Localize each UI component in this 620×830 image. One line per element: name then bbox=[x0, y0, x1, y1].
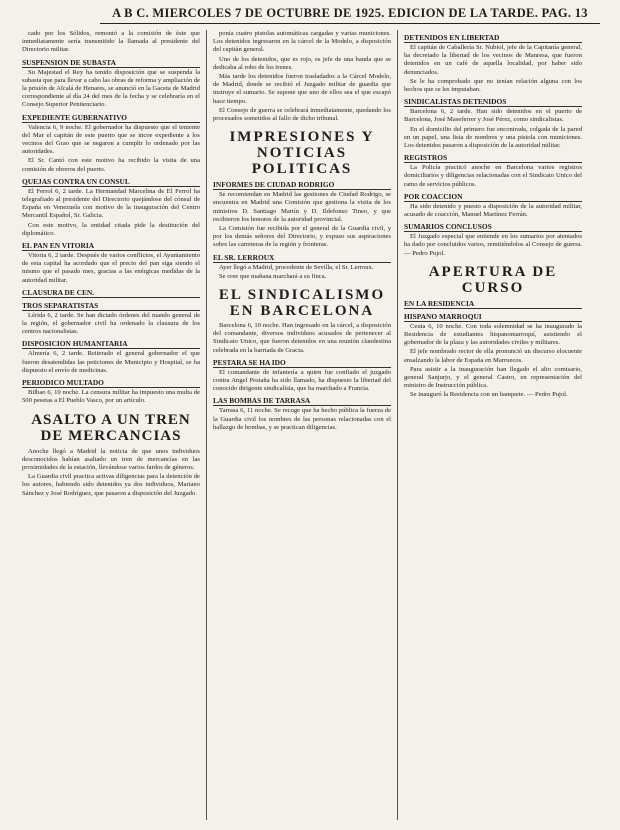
article-heading: APERTURA DE CURSO bbox=[428, 263, 558, 296]
article-paragraph: Se recomiendan en Madrid las gestiones de Ciudad Rodrigo, se encuentra en Madrid una Comisión que gestiona la visita de los ministros D. Santiago Martín y D. Ildefonso Tineo, y que recibieron los honores de la autoridad provincial. bbox=[213, 191, 391, 223]
article-heading: EL SR. LERROUX bbox=[213, 253, 391, 263]
article-heading: IMPRESIONES Y NOTICIAS POLITICAS bbox=[229, 129, 375, 178]
article-paragraph: La Comisión fue recibida por el general de la Guardia civil, y por los demás señores del Directorio, y expuso sus aspiraciones sobre las carreteras de la región y fronteras. bbox=[213, 225, 391, 249]
article-paragraph: Ayer llegó a Madrid, procedente de Sevilla, el Sr. Lerroux. bbox=[219, 263, 374, 271]
article-heading: ASALTO A UN TREN DE MERCANCIAS bbox=[31, 411, 191, 444]
article-heading: EL SINDICALISMO EN BARCELONA bbox=[218, 287, 386, 320]
article-heading: PESTARA SE HA IDO bbox=[213, 358, 391, 368]
article-heading: DETENIDOS EN LIBERTAD bbox=[404, 33, 582, 43]
article-paragraph: Su Majestad el Rey ha tenido disposición que se suspenda la subasta que para llevar a cabo las obras de reforma y ampliación de la prisión de Alcalá de Henares, se anunció en la Gaceta de Madrid correspondiente al día 24 del mes de la fecha y se celebraría en el Consejo Superior Penitenciario. bbox=[22, 68, 200, 109]
article-paragraph: Vitoria 6, 2 tarde. Después de varios conflictos, el Ayuntamiento de esta capital ha acordado que el precio del pan siga siendo el mismo que el pasado mes, gracias a las enérgicas medidas de la autoridad militar. bbox=[22, 252, 200, 284]
article-paragraph: El Consejo de guerra se celebrará inmediatamente, quedando los procesados sometidos al fallo de dicho tribunal. bbox=[213, 106, 391, 123]
article-paragraph: Uno de los detenidos, que es rojo, es jefe de una banda que se dedicaba al robo de los trenes. bbox=[213, 55, 391, 71]
article-heading: LAS BOMBAS DE TARRASA bbox=[213, 396, 391, 406]
article-paragraph: La Policía practicó anoche en Barcelona varios registros domiciliarios y diligencias relacionadas con el Sindicato Unico del ramo de servicios públicos. bbox=[404, 164, 582, 188]
article-heading: EL PAN EN VITORIA bbox=[22, 241, 200, 251]
article-paragraph: Con este motivo, la entidad citada pide la destitución del diplomático. bbox=[22, 221, 200, 237]
article-paragraph: La Guardia civil practica activas diligencias para la detención de los autores, habiendo sido detenidos ya dos individuos, Mariano Sánchez y José Rodríguez, que pasaron a disposición del Juzgado. bbox=[22, 473, 200, 497]
article-paragraph: El Juzgado especial que entiende en los sumarios por atentados ha dado por concluidos varios, remitiéndolos al Consejo de guerra. — Pedro Pujol. bbox=[404, 233, 582, 257]
article-paragraph: Almería 6, 2 tarde. Reiterado el general gobernador el que fueron desatendidas las peticiones de Municipio y Hospital, se ha dispuesto el envío de medicinas. bbox=[22, 350, 200, 374]
article-paragraph: Anoche llegó a Madrid la noticia de que unos individuos desconocidos habían asaltado un tren de mercancías en las proximidades de la estación, llevándose varios fardos de géneros. bbox=[22, 447, 200, 471]
article-heading: PERIODICO MULTADO bbox=[22, 378, 200, 388]
article-paragraph: En el domicilio del primero fue encontrada, colgada de la pared en un papel, una lista de nombres y una pistola con municiones. Los detenidos pasaron a disposición de la autoridad militar. bbox=[404, 125, 582, 150]
article-paragraph: El Sr. Cantó con este motivo ha recibido la visita de una comisión de obreros del puerto. bbox=[22, 157, 200, 173]
article-paragraph: Ceuta 6, 10 noche. Con toda solemnidad se ha inaugurado la Residencia de estudiantes hispanomarroquí, asistiendo el gobernador de la plaza y las autoridades civiles y militares. bbox=[404, 322, 582, 347]
article-heading: DISPOSICION HUMANITARIA bbox=[22, 339, 200, 349]
article-paragraph: El jefe nombrado rector de ella pronunció un discurso elocuente ensalzando la labor de España en Marruecos. bbox=[404, 348, 582, 364]
article-paragraph: Tarrasa 6, 11 noche. Se recoge que ha hecho pública la fuerza de la Guardia civil los nombres de las personas relacionadas con el hallazgo de bombas, y se practican diligencias. bbox=[213, 407, 391, 431]
article-paragraph: Se le ha comprobado que no tenían relación alguna con los hechos que se les imputaban. bbox=[404, 77, 582, 94]
article-heading: REGISTROS bbox=[404, 153, 582, 163]
article-heading: TROS SEPARATISTAS bbox=[22, 301, 200, 311]
column-rule bbox=[397, 30, 398, 820]
article-heading: SINDICALISTAS DETENIDOS bbox=[404, 97, 582, 107]
article-heading: EXPEDIENTE GUBERNATIVO bbox=[22, 113, 200, 123]
article-paragraph: El comandante de infantería a quien fue confiado el juzgado contra Angel Pestaña ha sido llamado, ha dispuesto la libertad del conocido dirigente sindicalista, que ha marchado a Francia. bbox=[213, 368, 391, 393]
article-heading: CLAUSURA DE CEN. bbox=[22, 288, 200, 298]
article-heading: POR COACCION bbox=[404, 192, 582, 202]
article-paragraph: El capitán de Caballería Sr. Nubiol, jefe de la Capitanía general, ha decretado la libertad de los vecinos de Manresa, que fueron detenidos en un café de aquella localidad, por haber sido denunciados. bbox=[404, 44, 582, 76]
article-heading: SUSPENSION DE SUBASTA bbox=[22, 58, 200, 68]
column-3 bbox=[404, 30, 582, 820]
article-paragraph: Se cree que mañana marchará a su finca. bbox=[219, 272, 327, 280]
article-paragraph: ponía cuatro pistolas automáticas cargadas y varias municiones. Los detenidos ingresaron en la cárcel de la Modelo, a disposición del capitán general. bbox=[213, 30, 391, 54]
article-heading: SUMARIOS CONCLUSOS bbox=[404, 222, 582, 232]
article-heading: EN LA RESIDENCIA bbox=[404, 299, 582, 309]
article-paragraph: Se inauguró la Residencia con un banquete. — Pedro Pujol. bbox=[410, 391, 568, 399]
article-heading: HISPANO MARROQUI bbox=[404, 312, 582, 322]
article-paragraph: Bilbao 6, 10 noche. La censura militar ha impuesto una multa de 500 pesetas a El Pueblo Vasco, por un artículo. bbox=[22, 389, 200, 405]
article-paragraph: cado por los Sólidos, remontó a la comisión de éste que inmediatamente sería transmitido la llamada al presidente del Directorio militar. bbox=[22, 30, 200, 54]
article-heading: INFORMES DE CIUDAD RODRIGO bbox=[213, 180, 391, 190]
article-paragraph: Más tarde los detenidos fueron trasladados a la Cárcel Modelo, de Madrid, donde se recibió el Juzgado militar de guardia que instruye el sumario. Se supone que uno de ellos sea el que escapó hace tiempo. bbox=[213, 73, 391, 105]
column-2 bbox=[213, 30, 391, 820]
article-paragraph: Lérida 6, 2 tarde. Se han dictado órdenes del mando general de la región, el gobernador civil ha ordenado la clausura de los centros nacionalistas. bbox=[22, 311, 200, 336]
article-paragraph: El Ferrol 6, 2 tarde. La Hermandad Marcelina de El Ferrol ha telegrafiado al presidente del Directorio quejándose del cónsul de España en Venezuela con motivo de la inauguración del Centro Mercantil Español, Sr. Galicia. bbox=[22, 187, 200, 220]
column-1 bbox=[22, 30, 200, 820]
article-paragraph: Para asistir a la inauguración han llegado el alto comisario, general Sanjurjo, y el general Castro, en representación del ministro de Instrucción pública. bbox=[404, 365, 582, 390]
article-paragraph: Ha sido detenido y puesto a disposición de la autoridad militar, acusado de coacción, Manuel Martínez Ferrán. bbox=[404, 202, 582, 219]
article-heading: QUEJAS CONTRA UN CONSUL bbox=[22, 177, 200, 187]
article-paragraph: Barcelona 6, 2 tarde. Han sido detenidos en el puerto de Barcelona, José Maseferrer y José Pérez, como sindicalistas. bbox=[404, 108, 582, 124]
article-paragraph: Valencia 6, 9 noche. El gobernador ha dispuesto que el teniente del Mar el capitán de este puerto que se incoe expediente a los vecinos del Grao que se negaron a cumplir lo ordenado por las autoridades. bbox=[22, 123, 200, 156]
page-header: A B C. MIERCOLES 7 DE OCTUBRE DE 1925. EDICION DE LA TARDE. PAG. 13 bbox=[100, 6, 600, 24]
article-paragraph: Barcelona 6, 10 noche. Han ingresado en la cárcel, a disposición del comandante, diversos individuos acusados de pertenecer al Sindicato Unico, que fueron detenidos en una reunión clandestina celebrada en la barriada de Gracia. bbox=[213, 322, 391, 354]
column-rule bbox=[206, 30, 207, 820]
